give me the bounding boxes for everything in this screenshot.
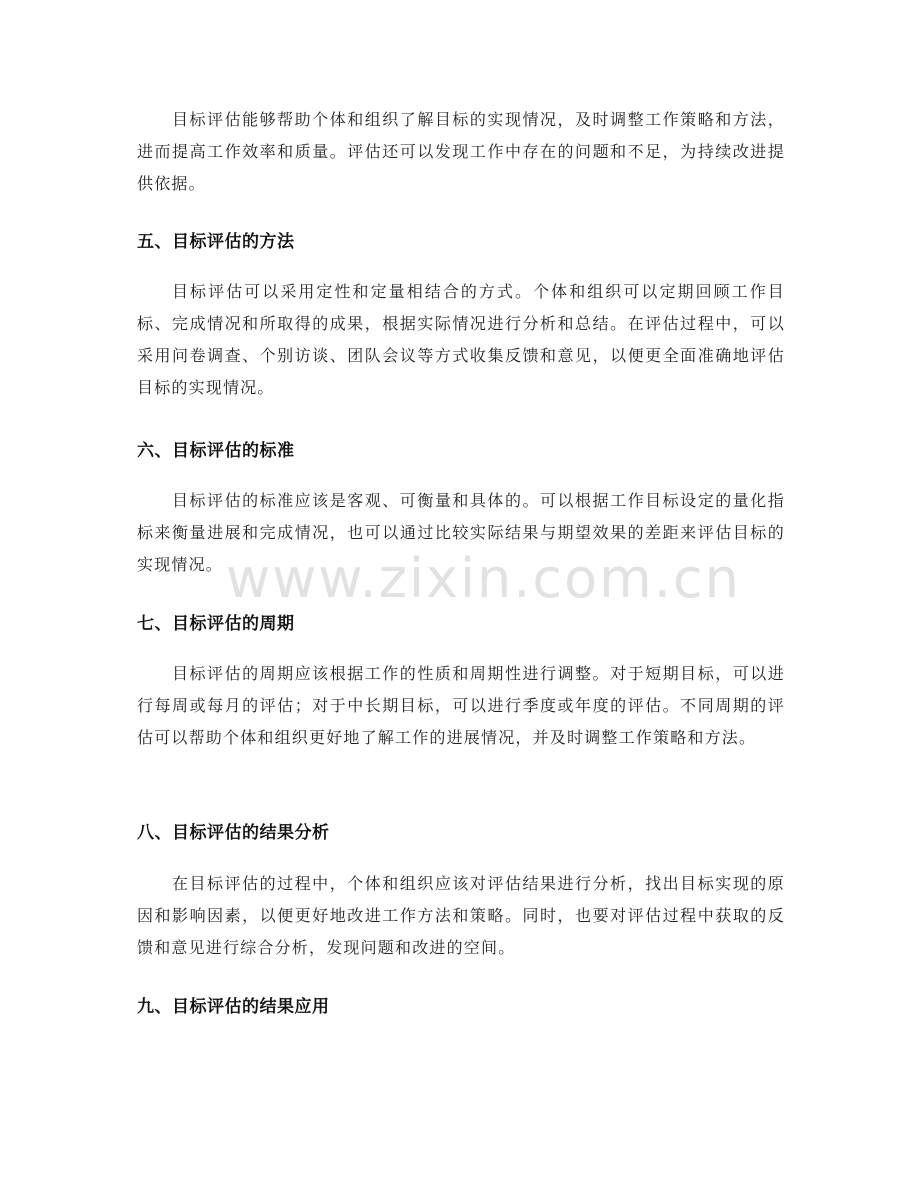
section-standard-body: [137, 485, 785, 581]
paragraph-cycle: 目标评估的周期应该根据工作的性质和周期性进行调整。对于短期目标，可以进行每周或每月的评估；对于中长期目标，可以进行季度或年度的评估。不同周期的评估可以帮助个体和组织更好地了解工作的进展情况，并及时调整工作策略和方法。: [137, 664, 785, 747]
section-analysis-body: [137, 868, 785, 964]
section-cycle: [137, 612, 785, 636]
section-method: [137, 230, 785, 254]
heading-analysis: 八、目标评估的结果分析: [137, 823, 330, 843]
intro-section: [137, 104, 785, 200]
heading-application: 九、目标评估的结果应用: [137, 997, 330, 1017]
paragraph-analysis: 在目标评估的过程中，个体和组织应该对评估结果进行分析，找出目标实现的原因和影响因素，以便更好地改进工作方法和策略。同时，也要对评估过程中获取的反馈和意见进行综合分析，发现问题和改进的空间。: [137, 874, 785, 957]
heading-cycle: 七、目标评估的周期: [137, 614, 295, 634]
section-standard: [137, 439, 785, 463]
paragraph-standard: 目标评估的标准应该是客观、可衡量和具体的。可以根据工作目标设定的量化指标来衡量进展和完成情况，也可以通过比较实际结果与期望效果的差距来评估目标的实现情况。: [137, 491, 785, 574]
watermark: www.zixin.com.cn: [226, 547, 741, 610]
section-application: [137, 995, 785, 1019]
section-cycle-body: [137, 658, 785, 754]
section-method-body: [137, 276, 785, 404]
heading-standard: 六、目标评估的标准: [137, 441, 295, 461]
section-analysis: [137, 821, 785, 845]
paragraph-intro: 目标评估能够帮助个体和组织了解目标的实现情况，及时调整工作策略和方法，进而提高工作效率和质量。评估还可以发现工作中存在的问题和不足，为持续改进提供依据。: [137, 110, 785, 193]
heading-method: 五、目标评估的方法: [137, 232, 295, 252]
paragraph-method: 目标评估可以采用定性和定量相结合的方式。个体和组织可以定期回顾工作目标、完成情况和所取得的成果，根据实际情况进行分析和总结。在评估过程中，可以采用问卷调查、个别访谈、团队会议等方式收集反馈和意见，以便更全面准确地评估目标的实现情况。: [137, 282, 785, 397]
